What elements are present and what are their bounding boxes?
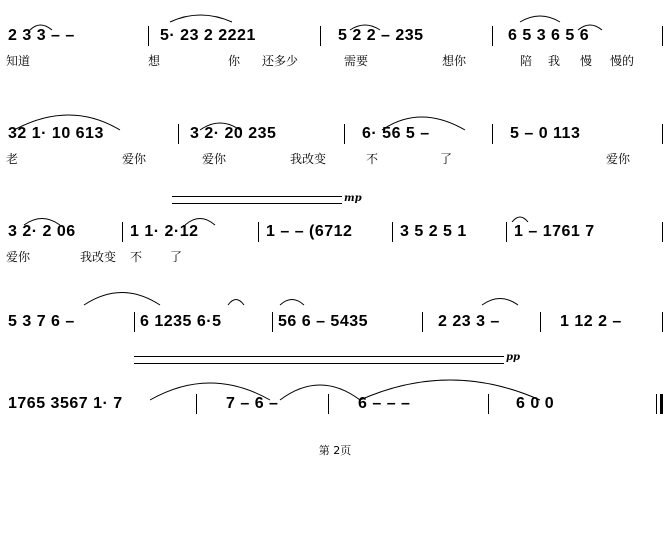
- barline: [320, 26, 321, 46]
- decrescendo-line: [134, 356, 504, 364]
- measure: 1 – – (6712: [266, 223, 353, 240]
- measure: 6 – – –: [358, 395, 411, 412]
- barline: [422, 312, 423, 332]
- measure: 6· 56 5 –: [362, 125, 430, 142]
- measure: 6 0 0: [516, 395, 555, 412]
- lyric: 知道: [6, 54, 31, 68]
- measure: 6 1235 6·5: [140, 313, 222, 330]
- measure: 3 2· 2 06: [8, 223, 76, 240]
- measure: 1 – 1761 7: [514, 223, 595, 240]
- lyric: 爱你: [6, 250, 31, 264]
- barline: [392, 222, 393, 242]
- notation-line: [0, 122, 670, 146]
- lyric: 慢: [580, 54, 593, 68]
- lyric: 想: [148, 54, 161, 68]
- notation-line: [0, 220, 670, 244]
- barline: [662, 312, 663, 332]
- measure: 1 1· 2·12: [130, 223, 199, 240]
- barline: [272, 312, 273, 332]
- slur: [228, 300, 244, 306]
- measure: 5 3 7 6 –: [8, 313, 75, 330]
- lyric: 还多少: [262, 54, 299, 68]
- lyric: 需要: [344, 54, 369, 68]
- final-barline-thin: [656, 394, 657, 414]
- measure: 3 2· 20 235: [190, 125, 277, 142]
- final-barline-thick: [660, 394, 663, 414]
- barline: [178, 124, 179, 144]
- barline: [196, 394, 197, 414]
- barline: [492, 124, 493, 144]
- barline: [344, 124, 345, 144]
- lyric: 我改变: [290, 152, 327, 166]
- barline: [328, 394, 329, 414]
- measure: 32 1· 10 613: [8, 125, 104, 142]
- notation-line: [0, 392, 670, 416]
- notation-line: [0, 310, 670, 334]
- lyric: 爱你: [122, 152, 147, 166]
- barline: [662, 26, 663, 46]
- slur: [520, 16, 560, 22]
- lyrics-line: [0, 52, 670, 70]
- slur: [84, 293, 160, 306]
- lyric: 陪: [520, 54, 533, 68]
- lyric: 老: [6, 152, 19, 166]
- measure: 3 5 2 5 1: [400, 223, 467, 240]
- lyric: 你: [228, 54, 241, 68]
- measure: 2 3 3 – –: [8, 27, 75, 44]
- notation-line: [0, 24, 670, 48]
- lyric: 不: [366, 152, 379, 166]
- barline: [492, 26, 493, 46]
- dynamic-mark: mp: [344, 193, 362, 204]
- lyric: 不: [130, 250, 143, 264]
- lyric: 慢的: [610, 54, 635, 68]
- lyrics-line: [0, 150, 670, 168]
- lyric: 我改变: [80, 250, 117, 264]
- barline: [148, 26, 149, 46]
- lyric: 了: [170, 250, 183, 264]
- lyric: 爱你: [606, 152, 631, 166]
- slur: [280, 300, 304, 306]
- measure: 5 2 2 – 235: [338, 27, 424, 44]
- measure: 5· 23 2 2221: [160, 27, 256, 44]
- barline: [134, 312, 135, 332]
- barline: [122, 222, 123, 242]
- barline: [258, 222, 259, 242]
- lyric: 我: [548, 54, 561, 68]
- measure: 2 23 3 –: [438, 313, 500, 330]
- dynamic-mark: pp: [506, 352, 520, 363]
- page-number: 第 2页: [318, 444, 352, 457]
- barline: [662, 124, 663, 144]
- lyric: 了: [440, 152, 453, 166]
- lyric: 爱你: [202, 152, 227, 166]
- barline: [506, 222, 507, 242]
- slur: [170, 15, 232, 22]
- barline: [662, 222, 663, 242]
- measure: 5 – 0 113: [510, 125, 581, 142]
- barline: [488, 394, 489, 414]
- barline: [540, 312, 541, 332]
- decrescendo-line: [172, 196, 342, 204]
- measure: 1 12 2 –: [560, 313, 622, 330]
- measure: 1765 3567 1· 7: [8, 395, 123, 412]
- lyrics-line: [0, 248, 670, 266]
- slur: [482, 299, 518, 306]
- measure: 56 6 – 5435: [278, 313, 369, 330]
- measure: 6 5 3 6 5 6: [508, 27, 590, 44]
- lyric: 想你: [442, 54, 467, 68]
- measure: 7 – 6 –: [226, 395, 279, 412]
